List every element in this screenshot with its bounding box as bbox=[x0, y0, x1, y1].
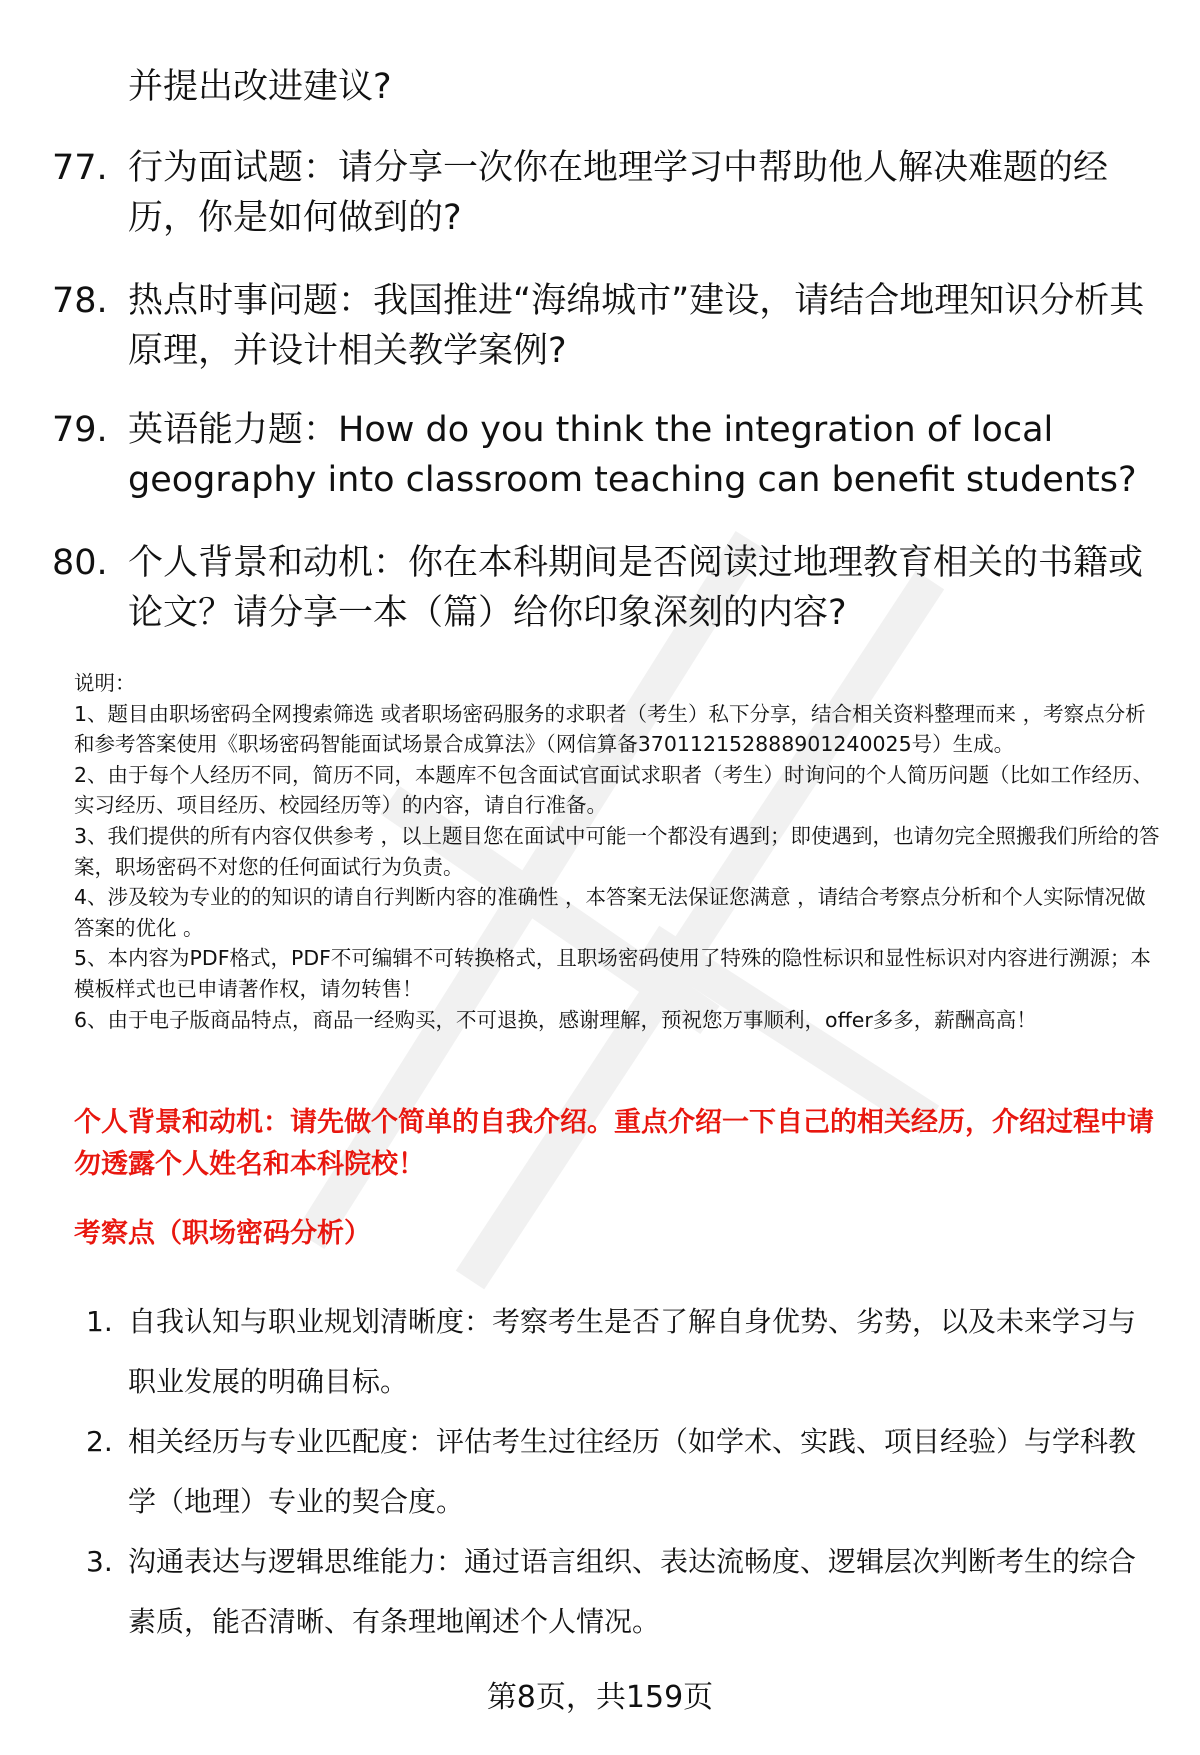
point-item bbox=[0, 1532, 1200, 1652]
point-text: 自我认知与职业规划清晰度：考察考生是否了解自身优势、劣势，以及未来学习与职业发展的明确目标。 bbox=[128, 1305, 1137, 1398]
note-item: 2、由于每个人经历不同，简历不同，本题库不包含面试官面试求职者（考生）时询问的个人简历问题（比如工作经历、实习经历、项目经历、校园经历等）的内容，请自行准备。 bbox=[74, 762, 1154, 818]
note-item: 3、我们提供的所有内容仅供参考 ，以上题目您在面试中可能一个都没有遇到；即使遇到，也请勿完全照搬我们所给的答案，职场密码不对您的任何面试行为负责。 bbox=[74, 823, 1160, 879]
note-item: 5、本内容为PDF格式，PDF不可编辑不可转换格式，且职场密码使用了特殊的隐性标识和显性标识对内容进行溯源；本模板样式也已申请著作权，请勿转售！ bbox=[74, 946, 1151, 1001]
question-heading: 个人背景和动机：请先做个简单的自我介绍。重点介绍一下自己的相关经历，介绍过程中请勿透露个人姓名和本科院校！ bbox=[74, 1107, 1154, 1180]
question-number: 79. bbox=[52, 410, 108, 450]
note-item: 6、由于电子版商品特点，商品一经购买，不可退换，感谢理解，预祝您万事顺利，offer多多，薪酬高高！ bbox=[74, 1007, 1037, 1032]
point-number: 1. bbox=[86, 1305, 113, 1338]
point-number: 2. bbox=[86, 1425, 113, 1458]
question-text: 英语能力题：How do you think the integration of local geography into classroom teaching can benefit students? bbox=[128, 410, 1137, 500]
question-text: 并提出改进建议? bbox=[128, 67, 392, 107]
point-item bbox=[0, 1412, 1200, 1532]
assessment-points bbox=[0, 1292, 1200, 1652]
question-text: 热点时事问题：我国推进“海绵城市”建设，请结合地理知识分析其原理，并设计相关教学案例? bbox=[128, 281, 1145, 371]
question-number: 77. bbox=[52, 148, 108, 188]
point-number: 3. bbox=[86, 1545, 113, 1578]
page-number: 第8页，共159页 bbox=[486, 1680, 714, 1715]
note-item: 1、题目由职场密码全网搜索筛选 或者职场密码服务的求职者（考生）私下分享，结合相关资料整理而来 ，考察点分析和参考答案使用《职场密码智能面试场景合成算法》（网信算备370112152888901240025号）生成。 bbox=[74, 701, 1146, 757]
notes-title: 说明： bbox=[74, 671, 136, 695]
point-text: 相关经历与专业匹配度：评估考生过往经历（如学术、实践、项目经验）与学科教学（地理）专业的契合度。 bbox=[128, 1425, 1137, 1518]
question-number: 78. bbox=[52, 281, 108, 321]
disclaimer-notes bbox=[74, 668, 1164, 1035]
question-text: 行为面试题：请分享一次你在地理学习中帮助他人解决难题的经历，你是如何做到的? bbox=[128, 148, 1109, 238]
note-item: 4、涉及较为专业的的知识的请自行判断内容的准确性 ，本答案无法保证您满意 ，请结合考察点分析和个人实际情况做答案的优化 。 bbox=[74, 885, 1146, 940]
section-title: 考察点（职场密码分析） bbox=[74, 1218, 371, 1249]
point-text: 沟通表达与逻辑思维能力：通过语言组织、表达流畅度、逻辑层次判断考生的综合素质，能否清晰、有条理地阐述个人情况。 bbox=[128, 1545, 1137, 1638]
point-item bbox=[0, 1292, 1200, 1412]
question-text: 个人背景和动机：你在本科期间是否阅读过地理教育相关的书籍或论文？请分享一本（篇）给你印象深刻的内容? bbox=[128, 543, 1144, 633]
question-number: 80. bbox=[52, 543, 108, 583]
